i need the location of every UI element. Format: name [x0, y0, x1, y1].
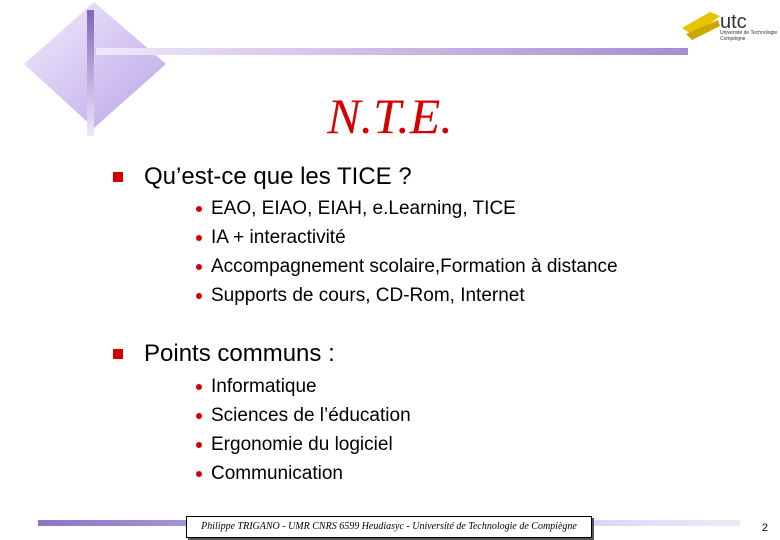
list-item: Informatique [211, 376, 317, 397]
list-item: Supports de cours, CD-Rom, Internet [211, 285, 525, 306]
list-item: Sciences de l’éducation [211, 405, 411, 426]
round-bullet-icon [196, 206, 202, 212]
list-item: Accompagnement scolaire,Formation à distance [211, 256, 618, 277]
round-bullet-icon [196, 442, 202, 448]
list-item: Communication [211, 463, 343, 484]
round-bullet-icon [196, 413, 202, 419]
list-item: Ergonomie du logiciel [211, 434, 393, 455]
section-heading: Points communs : [144, 340, 335, 367]
round-bullet-icon [196, 471, 202, 477]
round-bullet-icon [196, 235, 202, 241]
square-bullet-icon [113, 349, 123, 359]
section-heading: Qu’est-ce que les TICE ? [144, 163, 412, 190]
svg-text:utc: utc [720, 11, 747, 33]
logo-subtitle-1: Université de Technologie [720, 30, 778, 36]
list-item: EAO, EIAO, EIAH, e.Learning, TICE [211, 198, 516, 219]
footer-credit: Philippe TRIGANO - UMR CNRS 6599 Heudiasyc - Université de Technologie de Compiègne [186, 516, 592, 538]
round-bullet-icon [196, 293, 202, 299]
page-number: 2 [761, 522, 768, 534]
square-bullet-icon [113, 172, 123, 182]
utc-logo [680, 6, 778, 46]
list-item: IA + interactivité [211, 227, 346, 248]
round-bullet-icon [196, 384, 202, 390]
round-bullet-icon [196, 264, 202, 270]
slide-title: N.T.E. [327, 88, 453, 144]
logo-subtitle-2: Compiègne [720, 36, 746, 42]
